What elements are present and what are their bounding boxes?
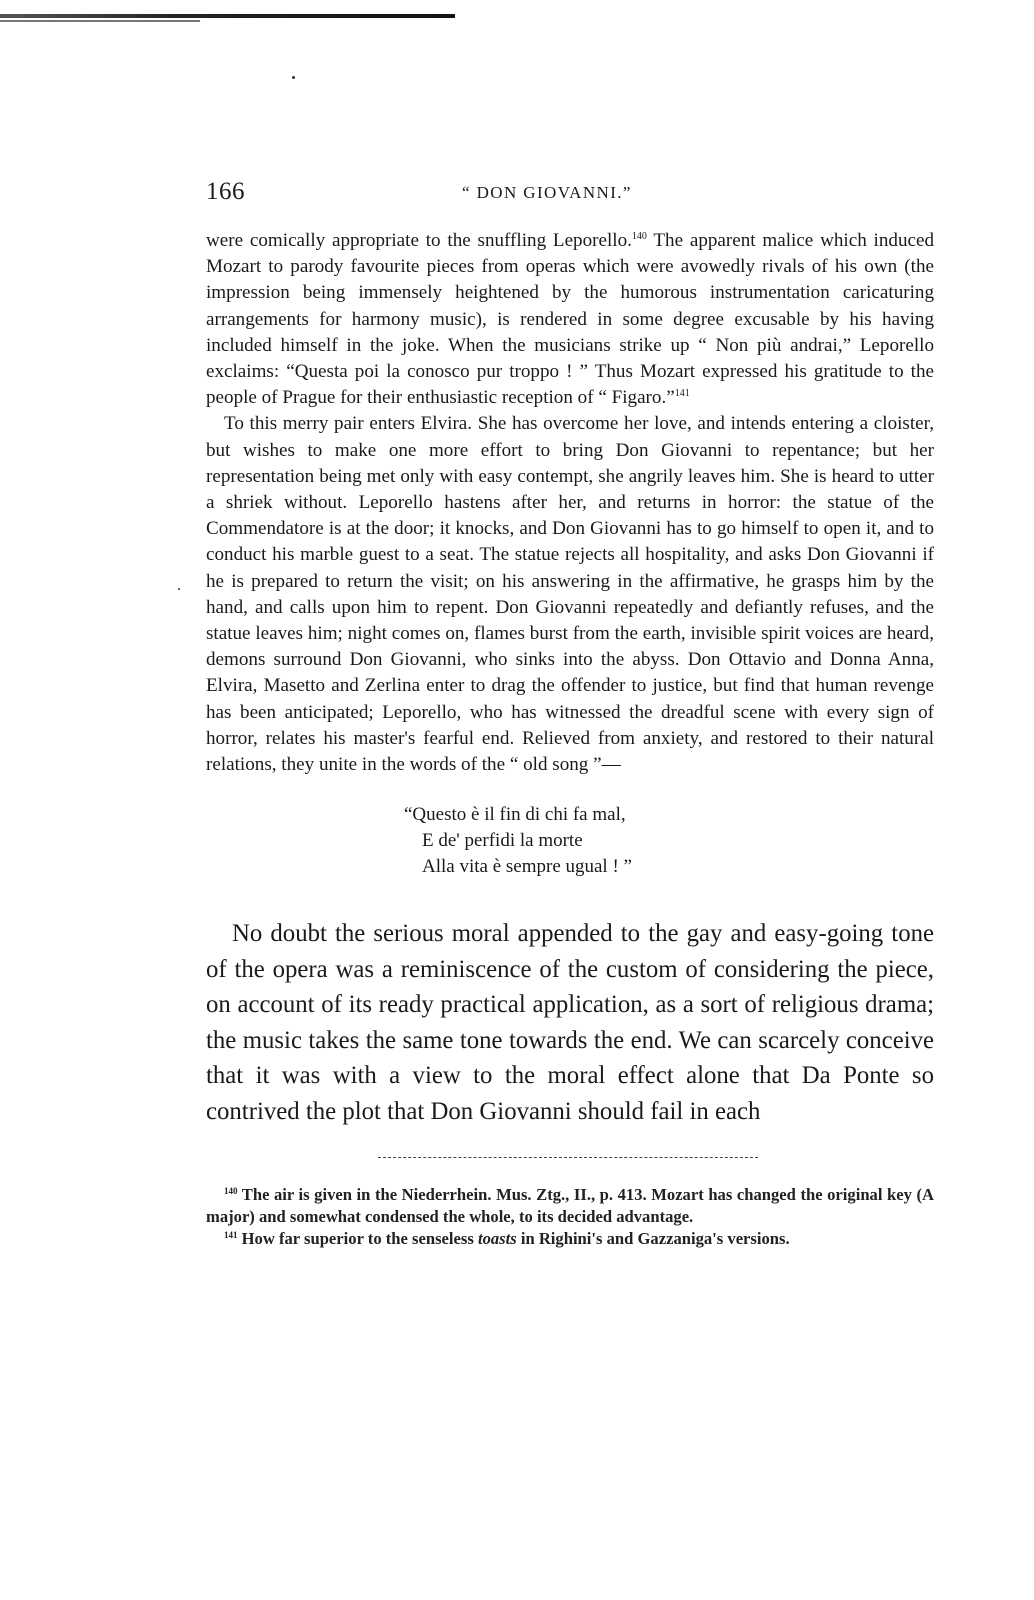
verse-line: Alla vita è sempre ugual ! ” bbox=[422, 856, 632, 878]
running-title: “ DON GIOVANNI.” bbox=[462, 183, 632, 202]
scan-speck bbox=[292, 76, 295, 79]
verse-line: E de' perfidi la morte bbox=[422, 830, 583, 852]
footnote-text: How far superior to the senseless bbox=[237, 1229, 478, 1249]
paragraph-text: To this merry pair enters Elvira. She has overcome her love, and intends entering a cloister, but wishes to make one more effort to bring Don Giovanni to repentance; but her representation being met only with easy contempt, she angrily leaves him. She is heard to utter a shriek without. Leporello hastens after her, and returns in horror: the statue of the Commendatore is at the door; it knocks, and Don Giovanni has to go himself to open it, and to conduct his marble guest to a seat. The statue rejects all hospitality, and asks Don Giovanni if he is prepared to return the visit; on his answering in the affirmative, he grasps him by the hand, and calls upon him to repent. Don Giovanni repeatedly and defiantly refuses, and the statue leaves him; night comes on, flames burst from the earth, invisible spirit voices are heard, demons surround Don Giovanni, who sinks into the abyss. Don Ottavio and Donna Anna, Elvira, Masetto and Zerlina enter to drag the offender to justice, but find that human revenge has been anticipated; Leporello, who has witnessed the dreadful scene with every sign of horror, relates his master's fearful end. Relieved from anxiety, and restored to their natural relations, they unite in the words of the “ old song ”— bbox=[206, 413, 934, 776]
scan-edge-rule-secondary bbox=[0, 20, 200, 22]
page-number: 166 bbox=[206, 178, 245, 205]
footnote-text: in Righini's and Gazzaniga's versions. bbox=[516, 1229, 790, 1249]
footnote bbox=[206, 1184, 934, 1228]
footnote-ref: 140 bbox=[631, 231, 647, 242]
paragraph-text: were comically appropriate to the snuffling Leporello. bbox=[206, 230, 632, 251]
continuation-paragraph: No doubt the serious moral appended to the gay and easy-going tone of the opera was a reminiscence of the custom of considering the piece, on account of its ready practical application, as a sort of religious drama; the music takes the same tone towards the end. We can scarcely conceive that it was with a view to the moral effect alone that Da Ponte so contrived the plot that Don Giovanni should fail in each bbox=[206, 920, 934, 1125]
footnote-ref: 141 bbox=[674, 388, 690, 400]
footnote-number: 141 bbox=[224, 1230, 238, 1241]
footnote-text: The air is given in the Niederrhein. Mus. Ztg., II., p. 413. Mozart has changed the original key (A major) and somewhat condensed the whole, to its decided advantage. bbox=[206, 1185, 934, 1227]
footnotes bbox=[206, 1184, 934, 1250]
verse-line: “Questo è il fin di chi fa mal, bbox=[404, 804, 626, 826]
paragraph bbox=[206, 228, 934, 411]
paragraph-text: The apparent malice which induced Mozart to parody favourite pieces from operas which were avowedly rivals of his own (the impression being immensely heightened by the humorous instrumentation caricaturing arrangements for harmony music), is rendered in some degree excusable by his having included himself in the joke. When the musicians strike up “ Non più andrai,” Leporello exclaims: “Questa poi la conosco pur troppo ! ” Thus Mozart expressed his gratitude to the people of Prague for their enthusiastic reception of “ Figaro.” bbox=[206, 230, 934, 409]
footnote-number: 140 bbox=[224, 1186, 238, 1197]
footnote-emphasis: toasts bbox=[477, 1229, 517, 1249]
paragraph bbox=[206, 411, 934, 778]
book-page bbox=[206, 178, 934, 1250]
scan-edge-rule bbox=[0, 14, 455, 18]
scan-speck bbox=[178, 588, 180, 590]
body-text bbox=[206, 228, 934, 778]
footnote-divider bbox=[378, 1157, 758, 1160]
verse-quotation bbox=[404, 802, 934, 880]
running-head bbox=[206, 178, 934, 212]
footnote bbox=[206, 1228, 934, 1250]
